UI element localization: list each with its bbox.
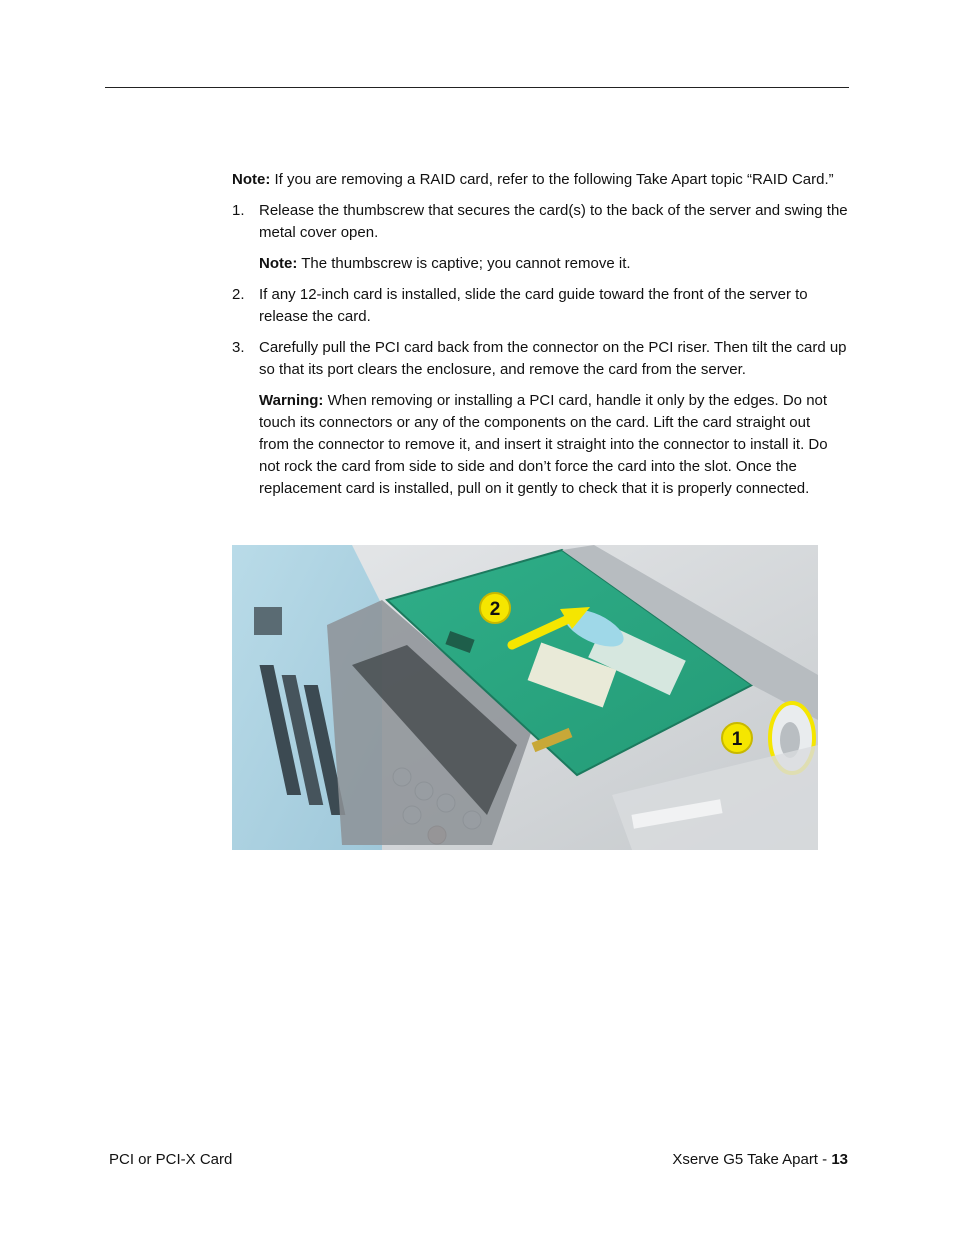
footer-right [672,1150,848,1170]
callout-2-label: 2 [489,599,501,620]
note-label: Note: [232,171,271,188]
step-text: If any 12-inch card is installed, slide the card guide toward the front of the server to release the card. [259,286,808,325]
step-number: 2. [232,286,245,303]
warning-text [259,390,839,500]
note-text: If you are removing a RAID card, refer to the following Take Apart topic “RAID Card.” [270,171,834,188]
step-text: Carefully pull the PCI card back from the connector on the PCI riser. Then tilt the card up so that its port clears the enclosure, and remove the card from the server. [259,339,847,378]
page-number: 13 [831,1151,848,1168]
header-rule [105,87,849,88]
callout-1-label: 1 [731,729,743,750]
chip [254,607,282,635]
note-text: The thumbscrew is captive; you cannot remove it. [297,255,631,272]
illustration-svg [232,545,818,850]
warning-body: When removing or installing a PCI card, handle it only by the edges. Do not touch its connectors or any of the components on the card. Lift the card straight out from the connector to remove it, and insert it straight into the connector to install it. Do not rock the card from side to side and don’t force the card into the slot. Once the replacement card is installed, pull on it gently to check that it is properly connected. [259,392,828,497]
warning-label: Warning: [259,392,324,409]
note-label: Note: [259,255,298,272]
footer-left: PCI or PCI-X Card [109,1151,233,1168]
footer-title: Xserve G5 Take Apart - [672,1151,832,1168]
step-number: 3. [232,339,245,356]
step-number: 1. [232,202,245,219]
step-text: Release the thumbscrew that secures the card(s) to the back of the server and swing the metal cover open. [259,202,848,241]
step-note [259,253,851,275]
pci-card-removal-illustration [232,545,818,850]
intro-note [232,169,862,191]
